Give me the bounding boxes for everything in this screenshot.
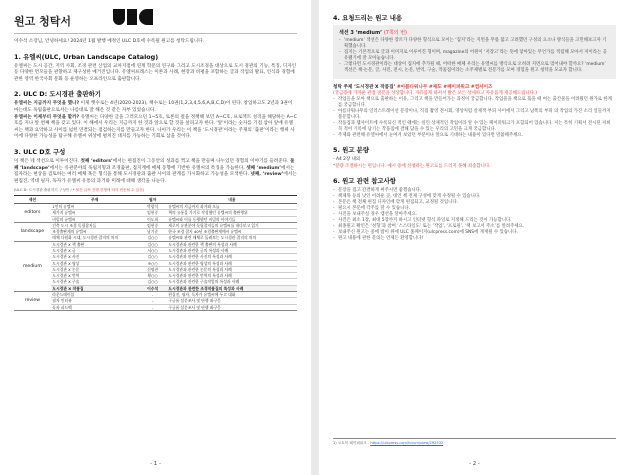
table-author-cell: 임현중 <box>139 222 167 228</box>
table-topic-cell: 건축 도시 조경 독립잡지들 <box>51 222 139 228</box>
ulc-logo <box>113 9 157 25</box>
page-title: 원고 청탁서 <box>14 15 71 28</box>
reference-list-item: - 문장을 접고 간결하게 써주시면 좋겠습니다. <box>333 188 616 194</box>
logo-letter-c <box>139 9 153 25</box>
caption-red-text: 붉은 글씨 진행 진행에 따라 변동될 수 있음 <box>75 188 143 193</box>
col-header-section: 섹션 <box>14 196 51 204</box>
question-2: 유엘씨는 이제부터 무엇을 할까? <box>14 114 80 120</box>
caption-end: ) <box>142 188 145 193</box>
reference-list <box>333 188 616 242</box>
table-topic-cell: 독자 피드백 <box>51 304 139 310</box>
table-content-cell: 도시경관과 관련한 번역의 특성과 사례 <box>167 273 297 279</box>
section-3-body <box>14 159 297 185</box>
table-author-cell: 조○○ <box>139 260 167 266</box>
structure-table <box>14 195 297 311</box>
table-content-cell: 도시경관과 관련한 사진의 특성과 사례 <box>167 254 297 260</box>
table-topic-cell: 1인의 유엘씨 <box>51 203 139 209</box>
topic-red-note: (궁금증에 가까운 관점 질문을 상상합니다. 자유롭게 하셔서 밝은 모든 상세하고 자유롭게 재공해드립니다.) <box>333 91 537 96</box>
table-author-cell: 서○○ <box>139 247 167 253</box>
logo-letter-u <box>113 9 125 25</box>
topic-list <box>333 97 616 139</box>
table-author-cell: - <box>139 304 167 310</box>
table-content-cell: 도시경관과 관련한 글의 특성과 사례 <box>167 247 297 253</box>
reference-list-item: - 본문은 책 전체 편집 디자인에 맞게 편집되고, 교정될 것입니다. <box>333 200 616 206</box>
table-author-cell: - <box>139 292 167 298</box>
s3-text-a: 이 책은 네 섹션으로 이루어진다. <box>14 158 81 164</box>
question-1: 유엘씨는 지금까지 무엇을 했나? <box>14 101 80 107</box>
table-topic-cell: 도시경관 X 논문 <box>51 266 139 272</box>
table-author-cell: 이도희 <box>139 216 167 222</box>
section-5-heading: 5. 원고 분량 <box>333 146 370 154</box>
table-topic-cell: 매체 다원화 시대, 도시경관 잡지의 의의 <box>51 235 139 241</box>
table-section-cell: review <box>14 292 51 311</box>
table-author-cell: 김○○ <box>139 279 167 285</box>
page-2 <box>319 0 630 475</box>
reference-list-item: - 책제목 등의 낫인 어려운 곳, 대언 책 전제 구성에 맞게 수정될 수 있습니다. <box>333 194 616 200</box>
topic-list-item: - 아름다워나무의 일러스트레이션 문장이나, 직접 촬영 전시회, 영상처럼 살제적 부피 사이에서 그리고 남쪽의 부피 의 작업의 가진 소리 일들까지 불문합니다. <box>333 109 616 121</box>
footnote <box>333 438 616 446</box>
box-list-item: - ‘medium’ 섹션은 다양한 장르가 다양한 형식으로 모이는 ‘집지’라는 지면을 무릎 꿇고 고려했던 구성의 요소나 방식들을 고민해보고자 기획했습니다. <box>339 38 610 50</box>
table-content-cell: 구글폼 설문조사 및 단행 좌구응 <box>167 304 297 310</box>
table-author-cell: 신명찬 <box>139 266 167 272</box>
table-content-cell: 도시경관과 관련한 영상의 특성과 사례 <box>167 260 297 266</box>
page-number: - 2 - <box>469 461 480 467</box>
section-6-heading: 6. 원고 관련 참고사항 <box>333 177 396 185</box>
reference-list-item: - 최종원고 확인은 ‘성형’과 참여 ‘스스타일도’ 또는 ‘작업’, ‘프로필’, ‘책 보고서 주소’를 알려주세요. <box>333 224 616 230</box>
topic-list-item: - 작품집과 웹사이트에 수록되신 적인 웨에는 실린 상제적인 작업이라 알 수 있는 페이퍼워크가 포함되어 있습니다. 저는 특히 기획서 전시된 저희 꼭 적어 기록에 남기는 작품집에 결해 담을 수 있는 우리의 고민을 크게 궁금합니다. <box>333 121 616 133</box>
table-header-row <box>14 196 297 204</box>
table-topic-cell: 도시경관 X 사진 <box>51 254 139 260</box>
table-topic-cell: 도시경관 X 글 <box>51 247 139 253</box>
reference-list-item: - 필요시 본문에 각주를 달 수 있습니다. <box>333 206 616 212</box>
table-caption <box>14 188 297 193</box>
answer-1: 이제 햇수로는 4년(2020-2023), 책수로는 10권(1,2,3,4,5,6,A,B,C,D)이 된다. 창업하고도 2년과 3권이 마는데도 독립출판으로서는 나름대로 잘 해온 것 같은 자부 있었습니다. <box>14 101 293 113</box>
topic-title: ‘도시경관 X 작품집’ <box>353 85 396 90</box>
table-content-cell: 편집진, 필자, 독자가 유엘씨에 두고 대화 <box>167 292 297 298</box>
table-author-cell: 이수석 <box>139 285 167 291</box>
table-content-cell: 유엘씨의 지금까지 과거와 오늘 <box>167 203 297 209</box>
answer-2: 유엘씨는 다양한 글을 그러모으던 1~5호, 토론의 걸을 정책해 보던 A~C호, 프로젝트 성격을 해당하는 A~C호를 지나 앞 번째 책을 갖고 있다. 이 해에서 우리는 지금까지 한 것과 앞으로 할 것을 살피고자 한다. ‘앞’이라는 숫자를 기점 삼아 앞에 유엘씨는 책과 요약하고 사이를 넓힌 연결되는 점검하는지를 만들고자 한다. 나아가 우리는 이 책을 ‘도시경관’이라는 주제의 ‘출판’이라는 행위 사이에 다양한 가능성을 탐구해 유엘씨 위상에 펼쳐진 대지를 가능하는 기회로 삼을 것이다. <box>14 114 297 140</box>
table-topic-cell: 도시경관 X 영상 <box>51 260 139 266</box>
reference-list-item: - 원고 내용에 관한 문의는 언제든 환영합니다! <box>333 236 616 242</box>
box-title <box>339 29 610 36</box>
table-content-cell: 도시경관과 관련한 논문의 특성과 사례 <box>167 266 297 272</box>
table-topic-cell: 조경출판계의 유엘씨 <box>51 229 139 235</box>
medium-section-box <box>333 25 616 79</box>
table-content-cell: 유엘씨와 관련 매체로 돌려보는 도시경관 잡지의 의의 <box>167 235 297 241</box>
table-content-cell: 구글폼 설문조사 및 단행 좌구응 <box>167 298 297 304</box>
topic-list-item: - 주제와 관련해 유엘씨에서 눈여겨 보았던 부분이나 알으로 기대하는 내용이 있다면 말씀해주세요. <box>333 133 616 139</box>
table-topic-cell: 도시경관 X 구술 <box>51 279 139 285</box>
box-list-item: - 집지는 기본적으로 글과 이미지로 이루어진 형이며, magazine의 어원이 ‘저장고’라는 뜻에 닿아있는 무언가를 적립해 모아서 저이라는 공유됐기에 잘 모아놓습니다. <box>339 50 610 62</box>
footnote-link[interactable]: https://ulcpress.com/forum/view/292532 <box>370 441 444 445</box>
footnote-text: 1) 오토북 페이퍼워크 - <box>333 441 371 445</box>
table-topic-cell: 세가지 유엘씨 <box>51 210 139 216</box>
table-content-cell: 도시경관과 관련한 책 출판의 특성과 사례 <box>167 241 297 247</box>
reference-list-item: - 보내주신 원고는 중에 밤이 위에 ULC 홈페이지(ulcpress.com)에 SNS에 게재될 수 있습니다. <box>333 230 616 236</box>
col-header-author: 필자 <box>139 196 167 204</box>
topic-line <box>333 84 616 90</box>
table-row <box>14 304 297 310</box>
table-topic-cell: 도시경관 X 작품집 <box>51 285 139 291</box>
table-topic-cell: 도시경관 X 책 출판 <box>51 241 139 247</box>
intro-text: 이수석 소장님, 안녕하세요! 2024년 1월 발행 예정인 ULC D호에 수록될 원고를 청탁드립니다. <box>14 39 205 44</box>
section-4-heading: 4. 요청드리는 원고 내용 <box>333 14 403 22</box>
box-list-item: - 그렇다면 도시경관이라는 대상이 집지에 추가될 때, 어떠한 매체 우리는 유엘씨를 방식으로 오히려 지면으로 엮어내야 할까요? ‘medium’ 섹션은 책·논문, 글, 사진, 전시, 논문, 번역, 구술, 작품집이라는 소주제별로 전문가를 모여 경험을 원고 청탁을 모교자 합니다. <box>339 62 610 74</box>
table-section-cell: landscape <box>14 222 51 241</box>
section-2-heading: 2. ULC D: 도시경관 출판하기 <box>14 90 101 99</box>
table-content-cell: 새로이 유관분야 독립잡지들의 유엘씨를 내다보고 읽기 <box>167 222 297 228</box>
table-topic-cell: 필자 인터뷰 <box>51 298 139 304</box>
title-divider <box>14 33 297 34</box>
topic-list-item: - 작업들을 모아 책으로 출판하는 이유, 그리고 책을 만들어가는 과정이 궁금합니다. 작업물을 책으로 묶을 때 여는 출간물을 어려웠던 뭔가로 한계를 궁금합니다. <box>333 97 616 109</box>
table-content-cell: 유엘씨와 이를 동행했던 비밀의 이야기들 <box>167 216 297 222</box>
length-note <box>333 164 616 170</box>
col-header-content: 내용 <box>167 196 297 204</box>
table-author-cell: 김○○ <box>139 254 167 260</box>
topic-label: 청탁 주제 <box>333 85 354 90</box>
table-topic-cell: 라운드테이블 <box>51 292 139 298</box>
section-2-para-2 <box>14 115 297 141</box>
table-body <box>14 203 297 310</box>
table-content-cell: 한국 조경 잡지 40년 조경출판계에서 유엘씨 <box>167 229 297 235</box>
reference-list-item: - 사진은 최소 1장, 최대 5장까지 하시고 인터넷 형식 파일로 지정해 드리는 것이 가능합니다. <box>333 218 616 224</box>
table-section-cell: medium <box>14 241 51 291</box>
table-author-cell: 남기준 <box>139 229 167 235</box>
table-topic-cell: 비밀의 유엘씨 <box>51 216 139 222</box>
s3-bold-editors: 첫째 ‘editors’ <box>80 158 113 164</box>
length-line: - A4 2장 내외 <box>333 157 361 162</box>
page-number: - 1 - <box>150 461 161 467</box>
table-author-cell: 황○○ <box>139 273 167 279</box>
table-author-cell: 박광석 <box>139 203 167 209</box>
table-author-cell: - <box>139 298 167 304</box>
table-author-cell: 김○○ <box>139 235 167 241</box>
s3-bold-review: 넷째, ‘review’ <box>250 172 284 178</box>
topic-tags: #아름다워나무 #제도 #페이퍼워크 #컴서이즈 <box>395 85 493 90</box>
table-author-cell: 임현중 <box>139 210 167 216</box>
table-row <box>14 222 297 228</box>
reference-list-item: - 사진을 보내주실 경우 캡션을 달아주세요. <box>333 212 616 218</box>
table-author-cell: 김○○ <box>139 241 167 247</box>
s3-bold-landscape: 둘째 ‘landscape’ <box>14 158 295 171</box>
table-content-cell: 도시경관과 관련한 조경작품집의 특성과 사례 <box>167 285 297 291</box>
s3-bold-medium: 셋째 ‘medium’ <box>246 165 282 171</box>
box-title-note: (7쪽의 번) <box>383 30 407 36</box>
s3-text-b: 에서는 편집진이 그동안의 성과를 찍고 책을 만들며 나누었던 경험의 이야기를 들려준다. <box>112 158 291 164</box>
table-content-cell: 책의 유통을 가기로 작성했던 유엘씨의 출판행위 <box>167 210 297 216</box>
box-title-text: 섹션 3 ‘medium’ <box>339 30 384 36</box>
caption-text: (ULC D: 도시경관 출판하기 구성안 / * <box>14 188 76 193</box>
s3-text-e: 에서는 편집진, 역대 필자, 독자가 유엘씨 유통의 과거와 미래에 대해 생각을 나눈다. <box>14 172 297 184</box>
box-list <box>339 38 610 74</box>
page-1 <box>0 0 311 475</box>
length-red-note: *분량 조절하시는 편입니다. 예시 중에 신청하는 원고료를 드리지 못해 죄송합니다. <box>333 164 491 169</box>
table-row <box>14 235 297 241</box>
col-header-topic: 주제 <box>51 196 139 204</box>
logo-letter-l <box>127 9 137 25</box>
s3-text-d: 에서는 집자라는 현상을 검토하는 여러 매체 혹은 형식을 통해 도시경관과 출판 사이의 관계를 가시화하고 가능성을 모색한다. <box>14 165 295 178</box>
table-content-cell: 도시경관과 관련한 구술작업의 특성과 사례 <box>167 279 297 285</box>
table-section-cell: editors <box>14 203 51 222</box>
section-3-heading: 3. ULC D호 구성 <box>14 147 66 156</box>
table-topic-cell: 도시경관 X 번역 <box>51 273 139 279</box>
section-1-heading: 1. 유엘씨(ULC, Urban Landscape Catalog) <box>14 52 159 61</box>
s3-text-c: 에서는 유관분야의 독립지형과 조경출판, 접지계에 매체 동향에 기반한 유엘씨의 특징을 가늠한다. <box>49 165 247 171</box>
section-2-para-1 <box>14 101 297 114</box>
section-1-body: 유엘씨는 도시 공간, 지역 사회, 조경 관련 산업의 교차지점에 연계 학문의 연구와 그리고 도시조경을 대상으로 도시 경관의 기능, 특징, 디자인 등 다양한 면모들을 관찰하고 제구성한 매거진입니다. 유엘씨프레스는 이론과 사례, 현장과 비평을 포함하는 글과 작업의 발표, 인식과 경험에 관한 영역 한국사회 문화 등 운영하는 오프라인으로 출판합니다. <box>14 63 297 82</box>
